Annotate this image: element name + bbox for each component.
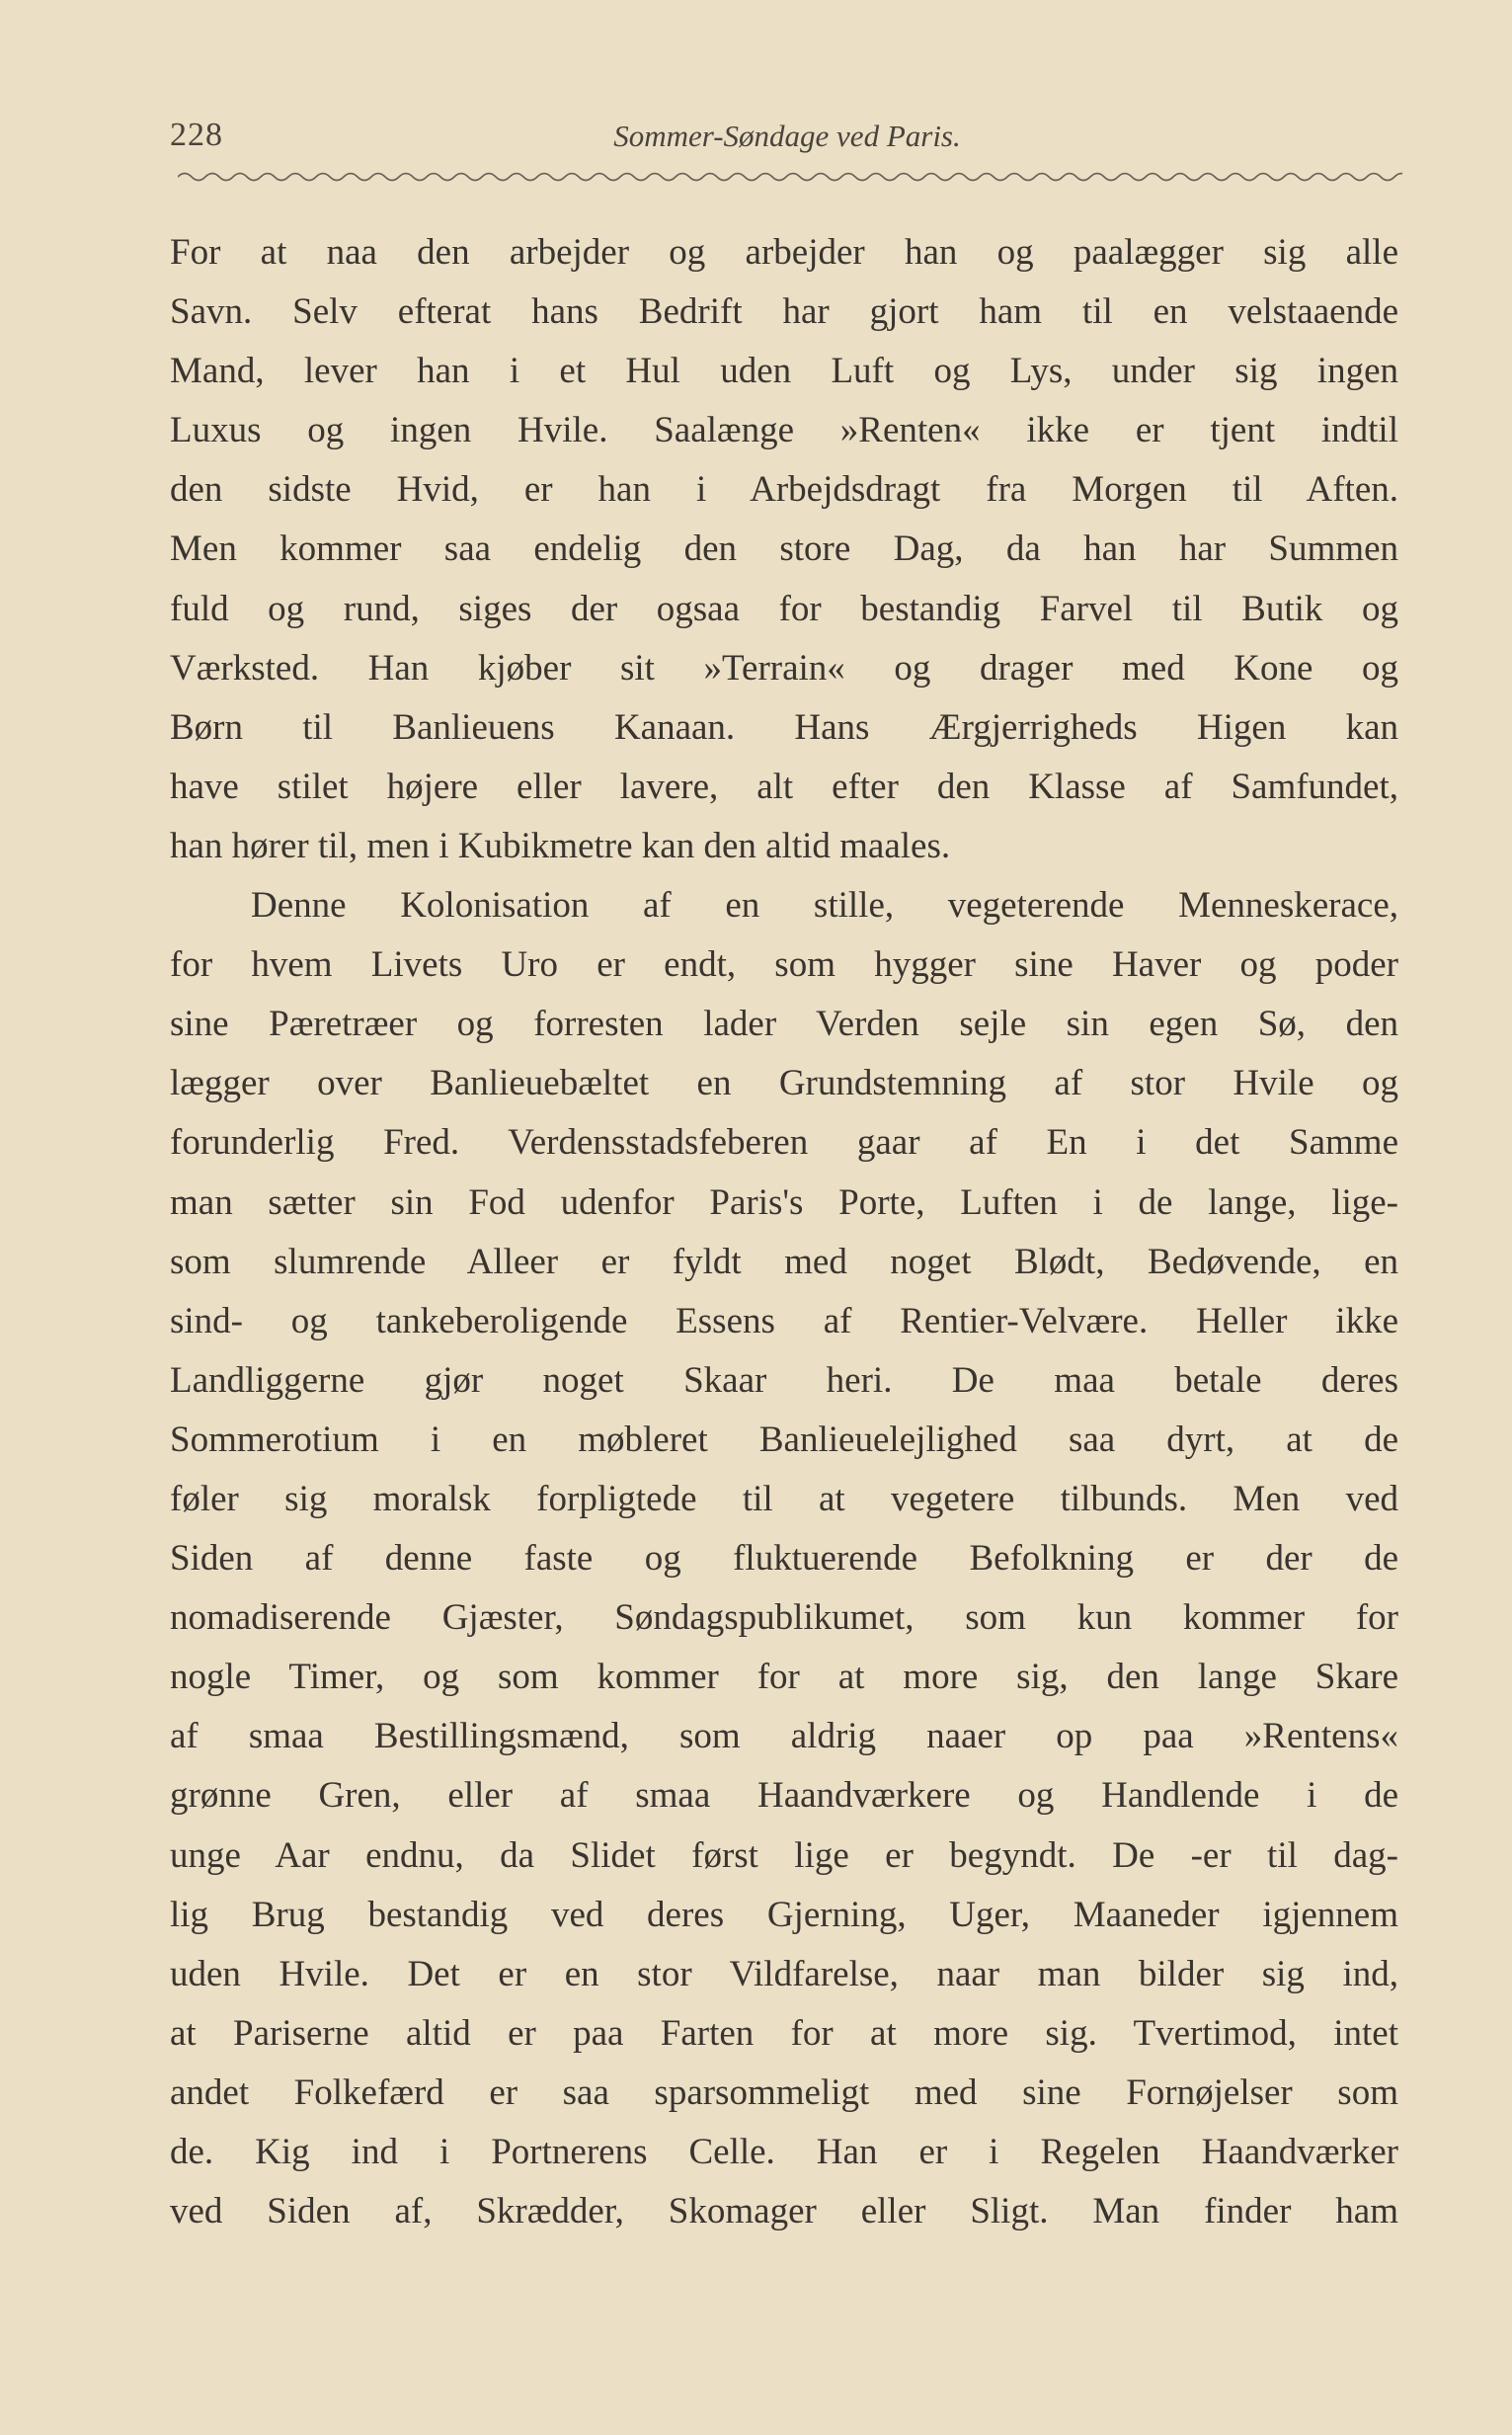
text-line: den sidste Hvid, er han i Arbejdsdragt fra Morgen til Aften. [170,469,1398,511]
text-line: af smaa Bestillingsmænd, som aldrig naaer op paa »Rentens« [170,1716,1398,1757]
text-line: Sommerotium i en møbleret Banlieuelejlighed saa dyrt, at de [170,1419,1398,1460]
text-line: Denne Kolonisation af en stille, vegeterende Menneskerace, [251,885,1398,927]
text-line: føler sig moralsk forpligtede til at vegetere tilbunds. Men ved [170,1478,1398,1519]
text-line: Savn. Selv efterat hans Bedrift har gjort ham til en velstaaende [170,291,1398,333]
text-line: lægger over Banlieuebæltet en Grundstemning af stor Hvile og [170,1063,1398,1104]
text-line: Værksted. Han kjøber sit »Terrain« og drager med Kone og [170,647,1398,689]
paragraph-1 [170,223,1398,876]
text-line: ved Siden af, Skrædder, Skomager eller Sligt. Man finder ham [170,2191,1398,2232]
text-line: grønne Gren, eller af smaa Haandværkere og Handlende i de [170,1775,1398,1817]
text-line: for hvem Livets Uro er endt, som hygger sine Haver og poder [170,944,1398,986]
text-line: uden Hvile. Det er en stor Vildfarelse, naar man bilder sig ind, [170,1953,1398,1994]
paragraph-2 [170,876,1398,2241]
running-title: Sommer-Søndage ved Paris. [613,119,961,153]
text-line: som slumrende Alleer er fyldt med noget Blødt, Bedøvende, en [170,1241,1398,1282]
text-line: sind- og tankeberoligende Essens af Rentier-Velvære. Heller ikke [170,1300,1398,1341]
text-line: andet Folkefærd er saa sparsommeligt med sine Fornøjelser som [170,2071,1398,2113]
text-line: Siden af denne faste og fluktuerende Befolkning er der de [170,1538,1398,1580]
text-line: Luxus og ingen Hvile. Saalænge »Renten« ikke er tjent indtil [170,410,1398,451]
text-line: sine Pæretræer og forresten lader Verden sejle sin egen Sø, den [170,1004,1398,1045]
body-text [170,223,1398,2241]
page-number: 228 [170,117,223,153]
text-line: nogle Timer, og som kommer for at more sig, den lange Skare [170,1657,1398,1698]
text-line: Børn til Banlieuens Kanaan. Hans Ærgjerrigheds Higen kan [170,706,1398,748]
text-line: lig Brug bestandig ved deres Gjerning, Uger, Maaneder igjennem [170,1894,1398,1935]
text-line: have stilet højere eller lavere, alt efter den Klasse af Samfundet, [170,766,1398,807]
text-line: For at naa den arbejder og arbejder han og paalægger sig alle [170,232,1398,273]
text-line: Mand, lever han i et Hul uden Luft og Lys, under sig ingen [170,351,1398,392]
wavy-rule-ornament [178,168,1402,186]
text-line: nomadiserende Gjæster, Søndagspublikumet, som kun kommer for [170,1597,1398,1639]
running-head [170,117,1404,166]
text-line: man sætter sin Fod udenfor Paris's Porte, Luften i de lange, lige- [170,1181,1398,1223]
text-line: fuld og rund, siges der ogsaa for bestandig Farvel til Butik og [170,588,1398,629]
text-line: unge Aar endnu, da Slidet først lige er begyndt. De -er til dag- [170,1834,1398,1876]
text-line: Men kommer saa endelig den store Dag, da han har Summen [170,528,1398,570]
text-line: at Pariserne altid er paa Farten for at more sig. Tvertimod, intet [170,2012,1398,2054]
text-line: forunderlig Fred. Verdensstadsfeberen gaar af En i det Samme [170,1122,1398,1164]
text-line: de. Kig ind i Portnerens Celle. Han er i Regelen Haandværker [170,2132,1398,2172]
text-line: Landliggerne gjør noget Skaar heri. De maa betale deres [170,1359,1398,1401]
text-line: han hører til, men i Kubikmetre kan den altid maales. [170,825,951,866]
